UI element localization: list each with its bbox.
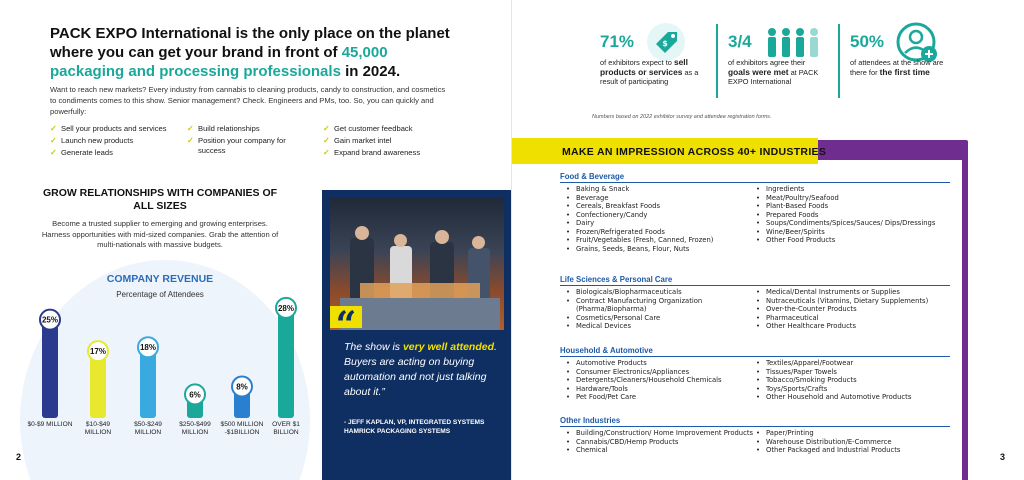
benefit-label: Position your company for success [198, 136, 286, 155]
stat-description: of exhibitors expect to sell products or services as a result of participating [600, 57, 699, 86]
industry-item: • Warehouse Distribution/E-Commerce [756, 438, 956, 447]
benefit-item [187, 136, 287, 156]
section-rule [560, 182, 950, 183]
industry-item: • Soups/Condiments/Spices/Sauces/ Dips/Dressings [756, 219, 956, 228]
check-icon: ✓ [187, 124, 194, 133]
hero-headline [50, 24, 450, 81]
hero-post: in 2024. [340, 63, 401, 80]
industry-item: • Contract Manufacturing Organization (Pharma/Biopharma) [566, 297, 756, 314]
hero-brand: PACK EXPO International [50, 25, 232, 42]
page-number-left: 2 [16, 452, 22, 462]
stat-divider [838, 24, 840, 98]
stat-description: of exhibitors agree their goals were met at PACK EXPO International [728, 58, 819, 86]
industry-item: • Cosmetics/Personal Care [566, 314, 756, 323]
benefit-item [50, 148, 180, 158]
category-label: $0-$9 MILLION [27, 421, 73, 428]
check-icon: ✓ [50, 136, 57, 145]
industry-item: • Dairy [566, 219, 756, 228]
industry-item: • Frozen/Refrigerated Foods [566, 228, 756, 237]
industry-item: • Plant-Based Foods [756, 202, 956, 211]
check-icon: ✓ [50, 148, 57, 157]
industry-item: • Detergents/Cleaners/Household Chemicals [566, 376, 756, 385]
industry-item: • Other Packaged and Industrial Products [756, 446, 956, 455]
section-rule [560, 285, 950, 286]
industry-item: • Cereals, Breakfast Foods [566, 202, 756, 211]
industry-item: • Medical/Dental Instruments or Supplies [756, 288, 956, 297]
section-title: Life Sciences & Personal Care [560, 275, 673, 284]
value-label: 17% [89, 347, 107, 357]
value-label: 28% [277, 303, 295, 313]
industry-item: • Meat/Poultry/Seafood [756, 194, 956, 203]
quote-post: . Buyers are acting on buying automation and not just talking about it.” [344, 341, 497, 398]
industry-item: • Over-the-Counter Products [756, 305, 956, 314]
industry-list [566, 359, 756, 402]
category-label: $50-$249 MILLION [134, 421, 162, 436]
check-icon: ✓ [323, 124, 330, 133]
industry-item: • Consumer Electronics/Appliances [566, 368, 756, 377]
industry-list [756, 429, 956, 455]
svg-text:$: $ [662, 39, 668, 48]
revenue-bar [278, 308, 294, 418]
industry-item: • Grains, Seeds, Beans, Flour, Nuts [566, 245, 756, 254]
benefits-col-3 [323, 124, 450, 160]
industry-item: • Other Household and Automotive Products [756, 393, 956, 402]
price-tag-icon [646, 22, 686, 62]
industry-item: • Beverage [566, 194, 756, 203]
benefit-label: Generate leads [61, 148, 113, 157]
benefit-label: Expand brand awareness [334, 148, 421, 157]
industry-item: • Cannabis/CBD/Hemp Products [566, 438, 756, 447]
page-number-right: 3 [1000, 452, 1006, 462]
industry-item: • Prepared Foods [756, 211, 956, 220]
industry-item: • Building/Construction/ Home Improvement Products [566, 429, 756, 438]
industry-item: • Baking & Snack [566, 185, 756, 194]
section-rule [560, 356, 950, 357]
benefit-label: Gain market intel [334, 136, 392, 145]
industry-list [566, 429, 756, 455]
industry-item: • Toys/Sports/Crafts [756, 385, 956, 394]
benefit-item [323, 124, 450, 134]
testimonial-panel [322, 190, 512, 480]
chart-subtitle: Percentage of Attendees [116, 290, 204, 299]
industry-list [566, 288, 756, 331]
industry-item: • Automotive Products [566, 359, 756, 368]
industry-item: • Tissues/Paper Towels [756, 368, 956, 377]
industry-item: • Pharmaceutical [756, 314, 956, 323]
category-label: $500 MILLION -$1BILLION [220, 421, 264, 436]
stat-divider [716, 24, 718, 98]
check-icon: ✓ [50, 124, 57, 133]
value-label: 6% [189, 390, 201, 400]
hero-highlight: 45,000 packaging and processing professionals [50, 44, 388, 80]
industries-title: MAKE AN IMPRESSION ACROSS 40+ INDUSTRIES [562, 146, 827, 158]
testimonial-quote [344, 340, 504, 400]
value-label: 18% [139, 343, 157, 353]
industry-item: • Tobacco/Smoking Products [756, 376, 956, 385]
benefit-label: Sell your products and services [61, 124, 167, 133]
category-label: $250-$499 MILLION [179, 421, 211, 436]
section-title: Household & Automotive [560, 346, 653, 355]
stats-footnote: Numbers based on 2022 exhibitor survey and attendee registration forms. [592, 114, 772, 120]
quote-pre: The show is [344, 341, 403, 353]
industry-item: • Medical Devices [566, 322, 756, 331]
benefit-label: Get customer feedback [334, 124, 413, 133]
revenue-bar-chart [30, 270, 310, 430]
right-page [512, 0, 1024, 480]
benefits-col-2 [187, 124, 287, 158]
benefit-label: Launch new products [61, 136, 134, 145]
stat-value: 50% [850, 32, 885, 51]
value-label: 8% [236, 382, 248, 392]
check-icon: ✓ [323, 148, 330, 157]
check-icon: ✓ [187, 136, 194, 145]
industry-list [756, 359, 956, 402]
industry-item: • Biologicals/Biopharmaceuticals [566, 288, 756, 297]
testimonial-attribution: - JEFF KAPLAN, VP, INTEGRATED SYSTEMS HAMRICK PACKAGING SYSTEMS [344, 419, 485, 435]
industry-item: • Pet Food/Pet Care [566, 393, 756, 402]
benefit-item [50, 124, 180, 134]
benefit-label: Build relationships [198, 124, 260, 133]
quote-highlight: very well attended [402, 341, 494, 353]
industry-list [756, 288, 956, 331]
industry-list [756, 185, 956, 245]
category-label: OVER $1 BILLION [272, 421, 300, 436]
revenue-bar [42, 320, 58, 418]
industry-item: • Textiles/Apparel/Footwear [756, 359, 956, 368]
value-label: 25% [41, 315, 59, 325]
industry-item: • Paper/Printing [756, 429, 956, 438]
industry-item: • Chemical [566, 446, 756, 455]
check-icon: ✓ [323, 136, 330, 145]
chart-title: COMPANY REVENUE [106, 273, 214, 285]
benefits-col-1 [50, 124, 180, 160]
quote-mark-icon: “ [330, 306, 362, 328]
industry-item: • Ingredients [756, 185, 956, 194]
stat-value: 71% [600, 32, 635, 51]
section-rule [560, 426, 950, 427]
industry-item: • Wine/Beer/Spirits [756, 228, 956, 237]
hero-mid: is the only place on the planet where you can get your brand in front of [50, 25, 450, 61]
industry-item: • Other Food Products [756, 236, 956, 245]
stat-value: 3/4 [728, 32, 752, 51]
industry-item: • Other Healthcare Products [756, 322, 956, 331]
grow-text: Become a trusted supplier to emerging and growing enterprises. Harness opportunities with mid-sized companies. Grab the attention of multi-nationals with massive budgets. [41, 219, 279, 249]
industry-item: • Nutraceuticals (Vitamins, Dietary Supplements) [756, 297, 956, 306]
people-group-icon [764, 24, 824, 60]
section-title: Food & Beverage [560, 172, 625, 181]
industry-item: • Fruit/Vegetables (Fresh, Canned, Frozen) [566, 236, 756, 245]
intro-paragraph: Want to reach new markets? Every industry from cannabis to cleaning products, candy to construction, and cosmetics to condiments comes to this show. Senior management? Check. Engineers and PMs, too. So, you can quickly and powerfully: [50, 85, 446, 116]
category-label: $10-$49 MILLION [84, 421, 112, 436]
industry-list [566, 185, 756, 253]
benefit-item [50, 136, 180, 146]
section-title: Other Industries [560, 416, 621, 425]
industry-item: • Hardware/Tools [566, 385, 756, 394]
benefit-item [323, 136, 450, 146]
industry-item: • Confectionery/Candy [566, 211, 756, 220]
benefit-item [187, 124, 287, 134]
benefit-item [323, 148, 450, 158]
stat-description: of attendees at the show are there for the first time [850, 58, 944, 77]
grow-heading: GROW RELATIONSHIPS WITH COMPANIES OF ALL SIZES [42, 187, 278, 212]
